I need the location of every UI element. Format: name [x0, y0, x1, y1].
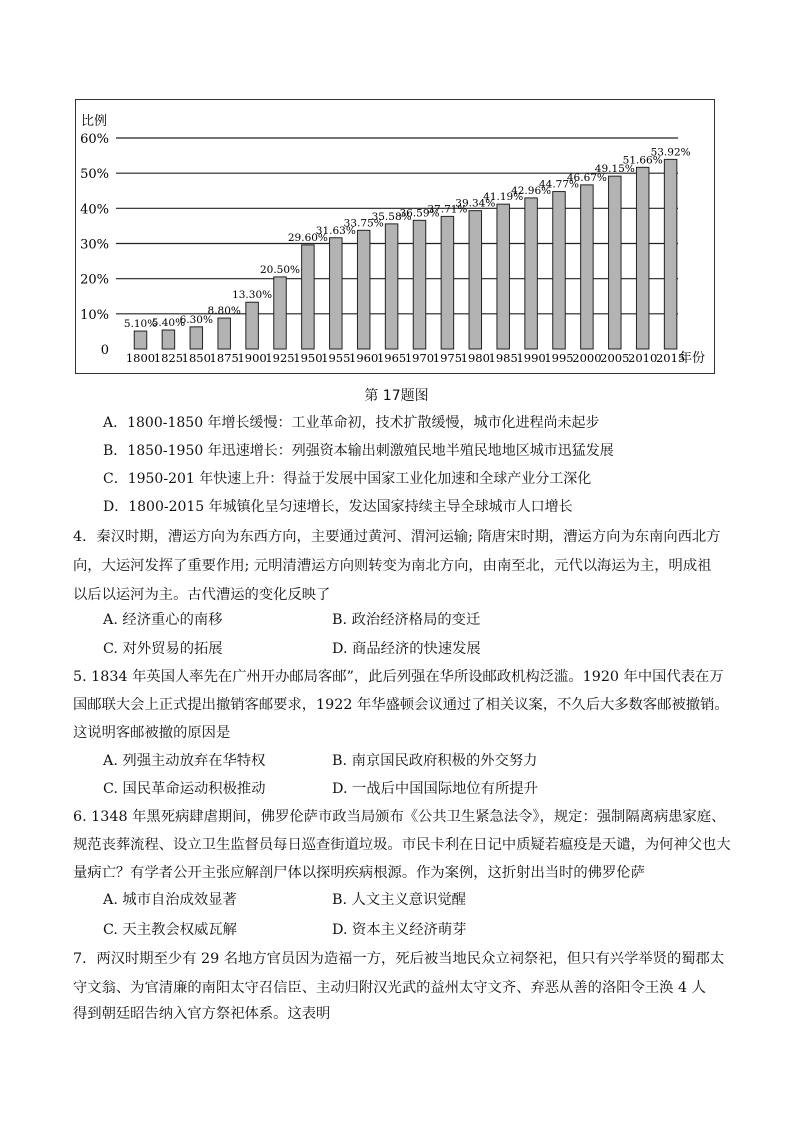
- x-tick-label: 1985: [488, 351, 518, 365]
- x-tick-label: 1950: [293, 351, 323, 365]
- bar: [385, 224, 398, 349]
- bar: [246, 302, 259, 349]
- bar: [190, 327, 203, 349]
- bar: [469, 211, 482, 349]
- q7-stem-line1: 7．两汉时期至少有 29 名地方官员因为造福一方，死后被当地民众立祠祭祀，但只有兴学举贤的蜀郡太: [73, 951, 725, 967]
- q5-option-d: D. 一战后中国国际地位有所提升: [332, 781, 538, 797]
- bar-value-label: 20.50%: [259, 263, 301, 276]
- x-tick-label: 1970: [404, 351, 435, 365]
- x-axis-label: 年份: [679, 351, 706, 366]
- x-tick-label: 1825: [153, 351, 184, 365]
- bar: [218, 318, 231, 349]
- x-tick-label: 2010: [628, 351, 658, 365]
- urbanization-chart: [75, 99, 715, 374]
- x-tick-label: 1960: [349, 351, 379, 365]
- q3-option-c: C．1950-201 年快速上升：得益于发展中国家工业化加速和全球产业分工深化: [103, 471, 592, 487]
- x-tick-label: 1875: [209, 351, 239, 365]
- q5-stem-line3: 这说明客邮被撤的原因是: [73, 725, 231, 741]
- x-tick-label: 1900: [237, 351, 267, 365]
- bar-value-label: 6.30%: [179, 313, 213, 326]
- bar-value-label: 8.80%: [207, 305, 241, 318]
- bar-value-label: 46.67%: [566, 171, 607, 184]
- bar-value-label: 42.96%: [511, 184, 552, 197]
- y-tick-label: 40%: [80, 202, 109, 218]
- q6-option-b: B. 人文主义意识觉醒: [332, 892, 466, 908]
- q6-stem-line2: 规范丧葬流程、设立卫生监督员每日巡查街道垃圾。市民卡利在日记中质疑若瘟疫是天谴，为何神父也大: [73, 837, 731, 853]
- bar-value-label: 37.71%: [427, 203, 468, 216]
- q4-option-b: B. 政治经济格局的变迁: [332, 612, 481, 628]
- q3-option-d: D．1800-2015 年城镇化呈匀速增长，发达国家持续主导全球城市人口增长: [103, 499, 573, 515]
- q3-option-a: A．1800-1850 年增长缓慢：工业革命初，技术扩散缓慢，城市化进程尚未起步: [103, 415, 600, 431]
- bar-value-label: 33.75%: [343, 217, 384, 230]
- bar-value-label: 36.59%: [399, 207, 440, 220]
- bar: [636, 167, 649, 349]
- x-tick-label: 2015: [655, 351, 686, 365]
- bar-value-label: 41.19%: [483, 191, 524, 204]
- q6-option-c: C. 天主教会权威瓦解: [103, 922, 237, 938]
- x-tick-label: 1980: [460, 351, 490, 365]
- bar: [441, 216, 454, 349]
- bar-value-label: 49.15%: [594, 163, 635, 176]
- y-tick-label: 0: [100, 343, 109, 358]
- x-tick-label: 1925: [265, 351, 295, 365]
- q5-stem-line1: 5. 1834 年英国人率先在广州开办邮局客邮”，此后列强在华所设邮政机构泛滥。1920 年中国代表在万: [73, 669, 724, 685]
- x-tick-label: 1850: [181, 351, 211, 365]
- bar: [609, 176, 622, 349]
- x-tick-label: 1995: [544, 351, 574, 365]
- bar-value-label: 51.66%: [622, 154, 663, 167]
- bar-value-label: 5.40%: [151, 317, 186, 330]
- q5-option-a: A. 列强主动放弃在华特权: [103, 753, 266, 769]
- bar: [274, 277, 287, 349]
- x-tick-label: 2000: [572, 351, 602, 365]
- y-tick-label: 60%: [80, 132, 109, 147]
- y-tick-label: 50%: [80, 167, 109, 183]
- q5-stem-line2: 国邮联大会上正式提出撤销客邮要求，1922 年华盛顿会议通过了相关议案，不久后大多数客邮被撤销。: [73, 697, 729, 713]
- figure-caption: 第 17题图: [364, 388, 429, 404]
- q4-stem-line1: 4．秦汉时期，漕运方向为东西方向，主要通过黄河、渭河运输; 隋唐宋时期，漕运方向为东南向西北方: [73, 529, 721, 545]
- y-tick-label: 30%: [80, 237, 109, 253]
- q7-stem-line3: 得到朝廷昭告纳入官方祭祀体系。这表明: [73, 1006, 331, 1022]
- bar-value-label: 53.92%: [650, 146, 691, 159]
- q4-stem-line2: 向，大运河发挥了重要作用; 元明清漕运方向则转变为南北方向，由南至北，元代以海运为主，明成祖: [73, 558, 712, 574]
- q4-option-c: C. 对外贸易的拓展: [103, 641, 223, 657]
- y-axis-label: 比例: [81, 114, 108, 129]
- q7-stem-line2: 守文翁、为官清廉的南阳太守召信臣、主动归附汉光武的益州太守文齐、弃恶从善的洛阳令王涣 4 人: [73, 980, 706, 996]
- bar: [581, 185, 594, 349]
- bar: [162, 330, 175, 349]
- bar: [302, 245, 315, 349]
- bar-value-label: 39.34%: [455, 197, 496, 210]
- q6-option-a: A. 城市自治成效显著: [103, 892, 237, 908]
- bar: [357, 230, 370, 349]
- bar-value-label: 44.77%: [538, 178, 580, 191]
- bar: [525, 198, 538, 349]
- x-tick-label: 1975: [432, 351, 463, 365]
- x-tick-label: 1800: [125, 351, 156, 365]
- bar: [497, 204, 510, 349]
- x-tick-label: 1990: [516, 351, 546, 365]
- bar-chart-svg: [76, 100, 716, 375]
- y-tick-label: 20%: [80, 272, 109, 288]
- q6-option-d: D. 资本主义经济萌芽: [332, 922, 467, 938]
- bar-value-label: 5.10%: [123, 318, 158, 331]
- bar: [553, 192, 566, 349]
- bar-value-label: 29.60%: [287, 231, 328, 244]
- bar: [134, 331, 147, 349]
- q3-option-b: B．1850-1950 年迅速增长：列强资本输出刺激殖民地半殖民地地区城市迅猛发展: [103, 443, 614, 459]
- q6-stem-line3: 量病亡？有学者公开主张应解剖尸体以探明疾病根源。作为案例，这折射出当时的佛罗伦萨: [73, 865, 645, 881]
- x-tick-label: 2005: [600, 351, 630, 365]
- q5-option-c: C. 国民革命运动积极推动: [103, 781, 266, 797]
- bar: [413, 220, 426, 349]
- bar-value-label: 35.58%: [371, 210, 412, 223]
- x-tick-label: 1965: [376, 351, 407, 365]
- q5-option-b: B. 南京国民政府积极的外交努力: [332, 753, 538, 769]
- q4-stem-line3: 以后以运河为主。古代漕运的变化反映了: [73, 587, 331, 603]
- x-tick-label: 1955: [321, 351, 351, 365]
- y-tick-label: 10%: [80, 307, 109, 323]
- bar: [330, 238, 343, 349]
- bar-value-label: 13.30%: [232, 289, 273, 302]
- bar: [664, 159, 677, 349]
- q4-option-a: A. 经济重心的南移: [103, 612, 223, 628]
- bar-value-label: 31.63%: [315, 224, 356, 237]
- q6-stem-line1: 6. 1348 年黑死病肆虐期间，佛罗伦萨市政当局颁布《公共卫生紧急法令》，规定：强制隔离病患家庭、: [73, 809, 726, 825]
- q4-option-d: D. 商品经济的快速发展: [332, 641, 481, 657]
